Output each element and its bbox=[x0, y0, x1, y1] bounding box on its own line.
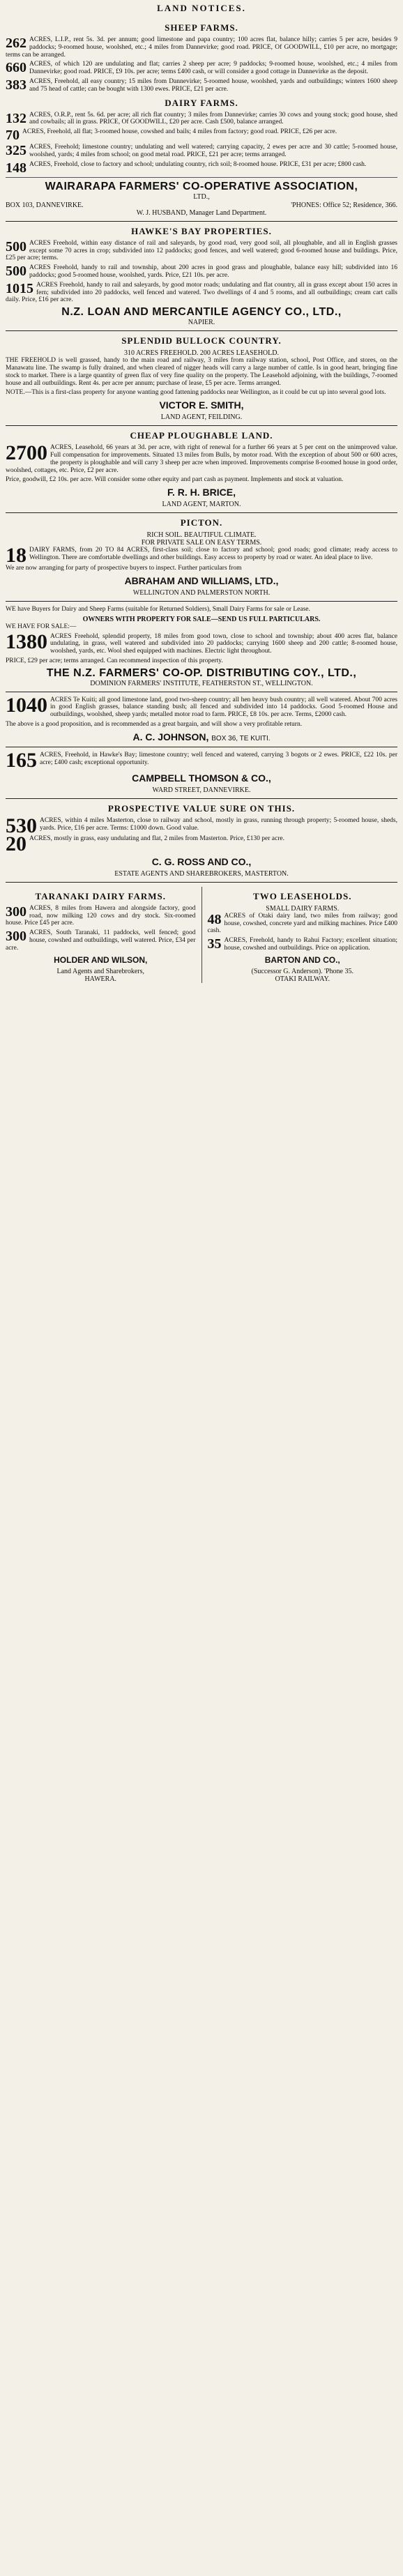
campbell-agent: CAMPBELL THOMSON & CO., bbox=[132, 772, 271, 784]
kuiti-note: The above is a good proposition, and is recommended as a great bargain, and will show a very profitable return. bbox=[6, 721, 303, 729]
listing-acres: 148 bbox=[6, 160, 26, 176]
divider bbox=[6, 882, 397, 883]
prospective-item bbox=[6, 814, 397, 837]
prospective-agent: C. G. ROSS AND CO., bbox=[151, 855, 252, 867]
nz-have: WE HAVE FOR SALE:— bbox=[6, 623, 77, 630]
kuiti-agent-name: A. C. JOHNSON, bbox=[132, 731, 209, 742]
listing-item bbox=[6, 264, 397, 280]
listing-text: ACRES, L.I.P., rent 5s. 3d. per annum; good limestone and papa country; 100 acres flat, balance hilly; carries 5 per acre, besides 9 paddocks; 9-roomed house, woolshed, etc.; 4 miles from Dannevirke; good road. PRICE, Of GOODWILL, £10 per acre, no mortgage; terms can be arranged. bbox=[6, 36, 397, 59]
prospective-title: PROSPECTIVE VALUE SURE ON THIS. bbox=[107, 802, 296, 814]
listing-text: ACRES, of which 120 are undulating and flat; carries 2 sheep per acre; 9 paddocks; 9-roomed house, woolshed, etc.; 4 miles from Dannevirke; good road. PRICE, £9 10s. per acre; terms £400 cash, or will consider a good cottage in Dannevirke as the deposit. bbox=[29, 61, 397, 76]
listing-text: ACRES, 8 miles from Hawera and alongside factory, good road, now milking 120 cows and dry stock. Six-roomed house. Price £45 per acre. bbox=[6, 904, 196, 927]
nz-owners: OWNERS WITH PROPERTY FOR SALE—SEND US FULL PARTICULARS. bbox=[82, 615, 321, 623]
taranaki-agent-city: HAWERA. bbox=[84, 975, 117, 983]
listing-item bbox=[6, 128, 397, 142]
page-header: LAND NOTICES. bbox=[157, 3, 246, 13]
nz-item bbox=[6, 630, 397, 655]
leaseholds-subtitle: SMALL DAIRY FARMS. bbox=[266, 904, 340, 913]
picton-agent: ABRAHAM AND WILLIAMS, LTD., bbox=[124, 574, 279, 586]
hawkes-company: N.Z. LOAN AND MERCANTILE AGENCY CO., LTD., bbox=[61, 306, 342, 319]
bullock-subtitle: 310 ACRES FREEHOLD. 200 ACRES LEASEHOLD. bbox=[124, 349, 279, 358]
hawkes-title: HAWKE'S BAY PROPERTIES. bbox=[131, 225, 272, 236]
kuiti-text: ACRES Te Kuiti; all good limestone land, good two-sheep country; all hen heavy bush country; all well watered. About 700 acres in good English grasses, balance standing bush; all fenced and subdivided into 14 paddocks. Good 5-roomed House and outbuildings, woolshed, sheep yards; metalled motor road to farm. PRICE, £8 10s. per acre. Terms, £2000 cash. bbox=[50, 696, 397, 719]
listing-acres: 325 bbox=[6, 143, 26, 159]
cheap-item bbox=[6, 441, 397, 474]
bullock-agent-role: LAND AGENT, FEILDING. bbox=[160, 413, 243, 422]
listing-item bbox=[6, 78, 397, 93]
hawkes-city: NAPIER. bbox=[188, 319, 215, 327]
listing-text: ACRES Freehold, handy to rail and saleyards, by good motor roads; undulating and flat country, all in grass except about 150 acres in fern; subdivided into 20 paddocks, well fenced and watered. Two dwellings of 4 and 5 rooms, and all outbuildings; cream cart calls daily. Price, £16 per acre. bbox=[6, 281, 397, 304]
listing-acres: 660 bbox=[6, 60, 26, 76]
listing-text: ACRES, Freehold; limestone country; undulating and well watered; carrying capacity, 2 ewes per acre and 30 cattle; 5-roomed house, woolshed, yards; 4 miles from school; on good metal road. PRICE, £21 per acre; terms arranged. bbox=[29, 144, 397, 158]
listing-text: ACRES Freehold, handy to rail and township, about 200 acres in good grass and ploughable, balance easy hill; subdivided into 16 paddocks; good 5-roomed house, woolshed, yards. Price, £21 10s. per acre. bbox=[29, 264, 397, 279]
picton-subtitle: RICH SOIL. BEAUTIFUL CLIMATE. bbox=[146, 531, 257, 540]
listing-item bbox=[208, 937, 398, 952]
taranaki-column bbox=[6, 887, 196, 983]
leaseholds-title: TWO LEASEHOLDS. bbox=[253, 890, 352, 901]
leaseholds-agent-city: OTAKI RAILWAY. bbox=[275, 975, 330, 983]
leaseholds-agent: BARTON AND CO., bbox=[264, 954, 340, 965]
hawkes-list bbox=[6, 240, 397, 304]
prospective-num-2: 20 bbox=[6, 832, 26, 855]
listing-item bbox=[6, 282, 397, 304]
cheap-text: ACRES, Leasehold, 66 years at 3d. per acre, with right of renewal for a further 66 years at 5 per cent on the unimproved value. Full compensation for improvements. Situated 13 miles from Bulls, by motor road. With the exception of about 500 or 600 acres, the property is ploughable and will carry 3 sheep per acre when improved. Improvements comprise 8-roomed house in good order, woolshed, cottages, etc. Price, £2 per acre. bbox=[6, 444, 397, 474]
listing-acres: 500 bbox=[6, 238, 26, 254]
listing-item bbox=[6, 905, 196, 927]
listing-acres: 132 bbox=[6, 110, 26, 126]
cheap-title: CHEAP PLOUGHABLE LAND. bbox=[130, 430, 273, 441]
wairarapa-name: WAIRARAPA FARMERS' CO-OPERATIVE ASSOCIATION, bbox=[45, 180, 358, 192]
taranaki-list bbox=[6, 905, 196, 952]
wairarapa-box: BOX 103, DANNEVIRKE. bbox=[6, 201, 84, 209]
listing-acres: 262 bbox=[6, 36, 26, 51]
cheap-agent-role: LAND AGENT, MARTON. bbox=[162, 501, 241, 509]
main-column bbox=[0, 22, 403, 983]
listing-acres: 35 bbox=[207, 936, 222, 952]
leaseholds-list bbox=[208, 913, 398, 952]
prospective-item-2 bbox=[6, 832, 397, 855]
listing-item bbox=[208, 913, 398, 935]
sheep-list bbox=[6, 36, 397, 93]
taranaki-agent: HOLDER AND WILSON, bbox=[54, 954, 148, 965]
divider bbox=[6, 177, 397, 178]
bottom-columns bbox=[6, 887, 397, 983]
leasehold-column bbox=[202, 887, 398, 983]
wairarapa-phones: 'PHONES: Office 52; Residence, 366. bbox=[291, 201, 397, 209]
taranaki-agent-role: Land Agents and Sharebrokers, bbox=[56, 967, 145, 975]
listing-acres: 500 bbox=[6, 264, 26, 280]
nz-company: THE N.Z. FARMERS' CO-OP. DISTRIBUTING COY., LTD., bbox=[46, 666, 357, 679]
listing-item bbox=[6, 144, 397, 159]
nz-address: DOMINION FARMERS' INSTITUTE, FEATHERSTON ST., WELLINGTON. bbox=[90, 679, 313, 687]
listing-acres: 300 bbox=[6, 929, 26, 945]
leaseholds-agent-role: (Successor G. Anderson). 'Phone 35. bbox=[251, 967, 353, 975]
listing-item bbox=[6, 36, 397, 59]
bullock-note: NOTE.—This is a first-class property for anyone wanting good fattening paddocks near Wellington, as it could be cut up into several good lots. bbox=[6, 389, 386, 397]
picton-text: DAIRY FARMS, from 20 TO 84 ACRES, first-class soil; close to factory and school; good roads; good climate; ready access to Wellington. There are comfortable dwellings and other buildings. Easy access to property by road or water. An ideal place to live. bbox=[29, 547, 397, 561]
picton-sale: FOR PRIVATE SALE ON EASY TERMS. bbox=[141, 539, 262, 547]
nz-num: 1380 bbox=[6, 630, 47, 653]
cheap-contact: Price, goodwill, £2 10s. per acre. Will consider some other equity and part cash as payment. Implements and stock at valuation. bbox=[6, 476, 344, 484]
kuiti-item bbox=[6, 693, 397, 719]
divider bbox=[6, 330, 397, 331]
listing-item bbox=[6, 112, 397, 127]
campbell-agent-addr: WARD STREET, DANNEVIRKE. bbox=[152, 786, 251, 794]
picton-num: 18 bbox=[6, 544, 26, 567]
kuiti-agent bbox=[6, 731, 397, 742]
dairy-list bbox=[6, 112, 397, 174]
nz-intro: WE have Buyers for Dairy and Sheep Farms (suitable for Returned Soldiers), Small Dairy Farms for sale or Lease. bbox=[6, 605, 310, 613]
taranaki-title: TARANAKI DAIRY FARMS. bbox=[35, 890, 166, 901]
prospective-text: ACRES, within 4 miles Masterton, close to railway and school, mostly in grass, running through property; 5-roomed house, sheds, yards. Price, £16 per acre. Terms: £1000 down. Good value. bbox=[40, 816, 397, 832]
listing-text: ACRES, Freehold, close to factory and school; undulating country, rich soil; 8-roomed house. PRICE, £31 per acre; £800 cash. bbox=[29, 160, 367, 168]
listing-acres: 70 bbox=[6, 128, 20, 144]
campbell-text: ACRES, Freehold, in Hawke's Bay; limestone country; well fenced and watered, carrying 3 bogots or 2 ewes. PRICE, £22 10s. per acre; £400 cash; exceptional opportunity. bbox=[40, 751, 397, 766]
divider bbox=[6, 512, 397, 513]
listing-acres: 383 bbox=[6, 77, 26, 93]
divider bbox=[6, 425, 397, 426]
bullock-title: SPLENDID BULLOCK COUNTRY. bbox=[121, 335, 282, 346]
listing-text: ACRES, Freehold, all flat; 3-roomed house, cowshed and bails; 4 miles from factory; good road. PRICE, £26 per acre. bbox=[22, 128, 337, 136]
wairarapa-contact bbox=[6, 201, 397, 209]
listing-text: ACRES, Freehold, all easy country; 15 miles from Dannevirke; 5-roomed house, woolshed, yards and outbuildings; winters 1600 sheep and 75 head of cattle; can be bought with 1300 ewes. PRICE, £21 per acre. bbox=[29, 77, 397, 93]
listing-item bbox=[6, 929, 196, 952]
dairy-title: DAIRY FARMS. bbox=[165, 97, 238, 108]
listing-text: ACRES, South Taranaki, 11 paddocks, well fenced; good house, cowshed and outbuildings, well watered. Price, £34 per acre. bbox=[6, 929, 196, 952]
prospective-num: 530 bbox=[6, 814, 37, 837]
bullock-text: THE FREEHOLD is well grassed, handy to the main road and railway, 3 miles from railway station, school, Post Office, and stores, on the Manawatu line. The swamp is fully drained, and when cleared of nigger heads will carry a large number of cattle. Is in good heart, bringing fine stock to market. There is a large quantity of green flax of very fine quality on the property. The Leasehold adjoining, with the buildings, 7-roomed house and all outbuildings. Rent 4s. per acre per annum; purchase of lease, £5 per acre. Terms arranged. bbox=[6, 357, 397, 387]
divider bbox=[6, 221, 397, 222]
listing-text: ACRES, O.R.P., rent 5s. 6d. per acre; all rich flat country; 3 miles from Dannevirke; carries 30 cows and young stock; good house, shed and cowbails; all in grass. PRICE, Of GOODWILL, £20 per acre. Cash £500, balance arranged. bbox=[29, 111, 397, 126]
divider bbox=[6, 798, 397, 799]
campbell-num: 165 bbox=[6, 748, 37, 772]
wairarapa-manager: W. J. HUSBAND, Manager Land Department. bbox=[136, 208, 267, 217]
divider bbox=[6, 601, 397, 602]
picton-item bbox=[6, 544, 397, 567]
nz-text: ACRES Freehold, splendid property, 18 miles from good town, close to school and township; about 400 acres flat, balance undulating, in grass, well watered and subdivided into 20 paddocks; carrying 1600 sheep and 200 cattle; 8-roomed house, woolshed, yards, etc. Wool shed equipped with machines. Electric light throughout. bbox=[50, 632, 397, 655]
listing-item bbox=[6, 161, 397, 174]
sheep-title: SHEEP FARMS. bbox=[165, 22, 238, 33]
nz-price: PRICE, £29 per acre; terms arranged. Can recommend inspection of this property. bbox=[6, 657, 223, 664]
listing-acres: 1015 bbox=[6, 280, 33, 296]
picton-title: PICTON. bbox=[180, 517, 223, 528]
listing-text: ACRES, Freehold, handy to Rahui Factory; excellent situation; house, cowshed and outbuildings. Price on application. bbox=[224, 937, 397, 952]
bullock-agent: VICTOR E. SMITH, bbox=[159, 399, 244, 411]
listing-acres: 300 bbox=[6, 904, 26, 920]
listing-item bbox=[6, 61, 397, 76]
picton-agent-role: WELLINGTON AND PALMERSTON NORTH. bbox=[132, 588, 271, 597]
listing-text: ACRES of Otaki dairy land, two miles from railway; good house, cowshed, concrete yard and milking machines. Price £400 cash. bbox=[207, 912, 397, 935]
listing-acres: 48 bbox=[207, 911, 222, 927]
prospective-agent-role: ESTATE AGENTS AND SHAREBROKERS, MASTERTON. bbox=[114, 869, 289, 878]
cheap-num: 2700 bbox=[6, 441, 47, 465]
prospective-text-2: ACRES, mostly in grass, easy undulating and flat, 2 miles from Masterton. Price, £130 per acre. bbox=[29, 834, 284, 842]
kuiti-agent-box: BOX 36, TE KUITI. bbox=[211, 734, 271, 742]
wairarapa-ltd: LTD., bbox=[193, 192, 210, 201]
kuiti-num: 1040 bbox=[6, 693, 47, 717]
listing-text: ACRES Freehold, within easy distance of rail and saleyards, by good road, very good soil, all ploughable, and all in English grasses except some 70 acres in crop; subdivided into 12 paddocks; good fences, and well watered; good 6-roomed house and buildings. Price, £25 per acre; terms. bbox=[6, 239, 397, 262]
campbell-item bbox=[6, 748, 397, 772]
listing-item bbox=[6, 240, 397, 262]
picton-note: We are now arranging for party of prospective buyers to inspect. Further particulars from bbox=[6, 565, 242, 572]
cheap-agent: F. R. H. BRICE, bbox=[167, 487, 236, 498]
